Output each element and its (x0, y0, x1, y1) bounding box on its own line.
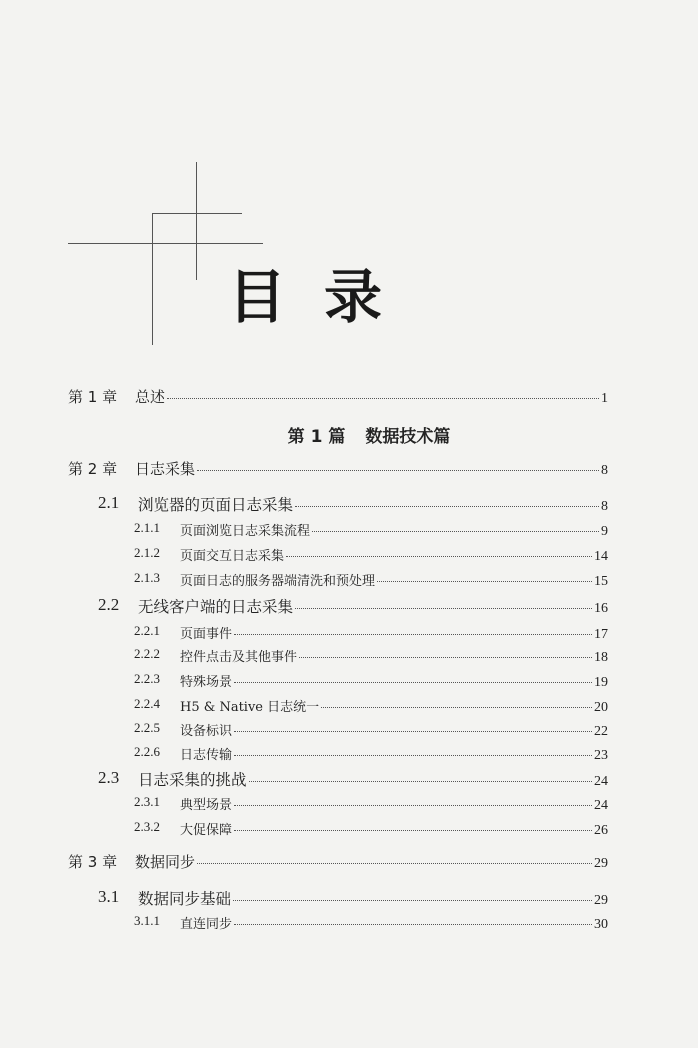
toc-subsection[interactable] (0, 570, 608, 590)
page-number: 20 (594, 700, 608, 715)
page-number: 30 (594, 917, 608, 932)
dot-leader (234, 924, 592, 925)
entry-number: 2.2.6 (134, 744, 160, 759)
toc-subsection[interactable] (0, 671, 608, 691)
entry-number: 第 3 章 (68, 853, 118, 871)
entry-number: 2.3.1 (134, 794, 160, 809)
entry-number: 3.1.1 (134, 913, 160, 928)
page-number: 22 (594, 724, 608, 739)
entry-title: 浏览器的页面日志采集 (138, 496, 294, 514)
entry-title: 总述 (135, 388, 166, 406)
toc-chapter[interactable] (0, 386, 608, 407)
part-title: 数据技术篇 (365, 427, 451, 447)
toc-subsection[interactable] (0, 623, 608, 643)
dot-leader (299, 657, 592, 658)
part-number: 第 1 篇 (287, 427, 346, 447)
dot-leader (197, 863, 592, 864)
entry-title: 数据同步 (135, 853, 196, 871)
dot-leader (234, 805, 592, 806)
entry-number: 2.1.3 (134, 570, 160, 585)
dot-leader (286, 556, 592, 557)
toc-subsection[interactable] (0, 646, 608, 666)
entry-title: 页面事件 (180, 627, 233, 642)
entry-number: 2.2.2 (134, 646, 160, 661)
toc-section[interactable] (0, 595, 608, 617)
dot-leader (321, 707, 592, 708)
entry-title: 典型场景 (180, 798, 233, 813)
toc-subsection[interactable] (0, 696, 608, 716)
page-number: 18 (594, 650, 608, 665)
dot-leader (377, 581, 592, 582)
toc-subsection[interactable] (0, 545, 608, 565)
part-heading[interactable] (0, 422, 698, 447)
entry-title: 大促保障 (180, 823, 233, 838)
toc-chapter[interactable] (0, 851, 608, 872)
entry-number: 2.2.5 (134, 720, 160, 735)
decorative-line (152, 213, 242, 214)
entry-number: 2.1.2 (134, 545, 160, 560)
toc-subsection[interactable] (0, 819, 608, 839)
page-number: 8 (601, 499, 608, 514)
page-number: 29 (594, 893, 608, 908)
entry-title: 日志采集 (135, 460, 196, 478)
page-number: 8 (601, 463, 608, 478)
entry-title: 日志采集的挑战 (138, 771, 247, 789)
dot-leader (234, 731, 592, 732)
dot-leader (295, 506, 599, 507)
entry-number: 2.3 (98, 768, 120, 787)
dot-leader (233, 900, 592, 901)
entry-title: 页面交互日志采集 (180, 549, 285, 564)
entry-number: 2.2.3 (134, 671, 160, 686)
entry-title: 设备标识 (180, 724, 233, 739)
page-number: 9 (601, 524, 608, 539)
dot-leader (234, 634, 592, 635)
entry-number: 2.2 (98, 595, 120, 614)
dot-leader (249, 781, 592, 782)
dot-leader (197, 470, 599, 471)
entry-number: 2.1.1 (134, 520, 160, 535)
page-number: 15 (594, 574, 608, 589)
decorative-line (68, 243, 263, 244)
dot-leader (312, 531, 599, 532)
dot-leader (295, 608, 592, 609)
entry-title: 日志传输 (180, 748, 233, 763)
entry-number: 2.3.2 (134, 819, 160, 834)
toc-chapter[interactable] (0, 458, 608, 479)
page-number: 29 (594, 856, 608, 871)
page-number: 24 (594, 774, 608, 789)
entry-title: H5 & Native 日志统一 (180, 700, 320, 715)
entry-number: 第 1 章 (68, 388, 118, 406)
entry-title: 数据同步基础 (138, 890, 232, 908)
entry-number: 2.1 (98, 493, 120, 512)
toc-subsection[interactable] (0, 744, 608, 764)
toc-subsection[interactable] (0, 794, 608, 814)
entry-title: 页面浏览日志采集流程 (180, 524, 311, 539)
toc-section[interactable] (0, 768, 608, 790)
page-number: 17 (594, 627, 608, 642)
decorative-line (152, 213, 153, 345)
toc-section[interactable] (0, 493, 608, 515)
entry-title: 特殊场景 (180, 675, 233, 690)
entry-title: 无线客户端的日志采集 (138, 598, 294, 616)
entry-number: 2.2.4 (134, 696, 160, 711)
toc-section[interactable] (0, 887, 608, 909)
page-number: 24 (594, 798, 608, 813)
dot-leader (234, 682, 592, 683)
page-number: 16 (594, 601, 608, 616)
dot-leader (234, 755, 592, 756)
dot-leader (234, 830, 592, 831)
toc-subsection[interactable] (0, 520, 608, 540)
decorative-line (196, 162, 197, 280)
entry-number: 2.2.1 (134, 623, 160, 638)
entry-title: 页面日志的服务器端清洗和预处理 (180, 574, 376, 589)
entry-title: 控件点击及其他事件 (180, 650, 298, 665)
toc-subsection[interactable] (0, 913, 608, 933)
page-number: 14 (594, 549, 608, 564)
page-number: 23 (594, 748, 608, 763)
entry-number: 3.1 (98, 887, 120, 906)
page-number: 26 (594, 823, 608, 838)
entry-number: 第 2 章 (68, 460, 118, 478)
entry-title: 直连同步 (180, 917, 233, 932)
page-title: 目录 (228, 263, 421, 331)
page-number: 19 (594, 675, 608, 690)
toc-subsection[interactable] (0, 720, 608, 740)
page-number: 1 (601, 391, 608, 406)
dot-leader (167, 398, 599, 399)
